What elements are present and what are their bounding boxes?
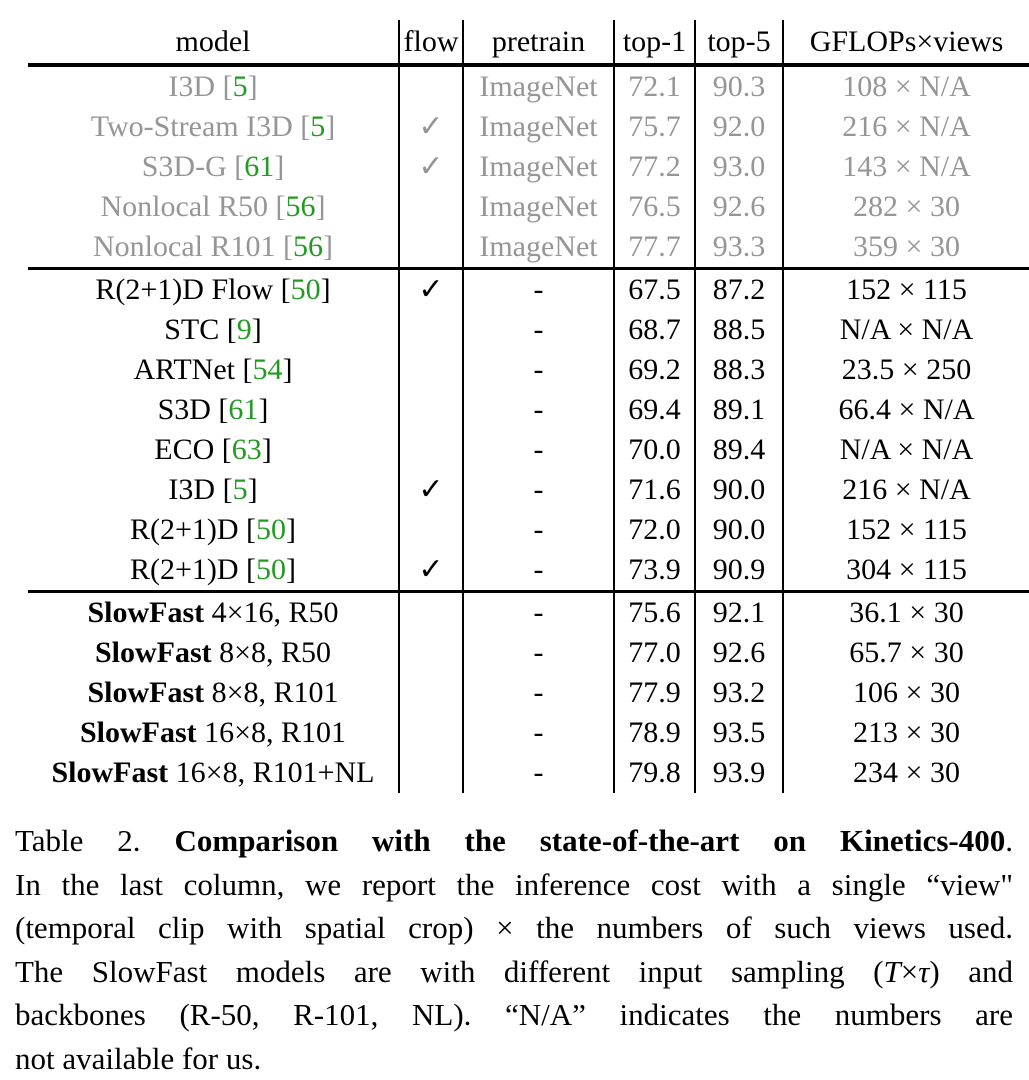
- header-gflops-views: GFLOPs×views: [783, 20, 1029, 65]
- caption-text: The SlowFast models are with different input sampling (: [15, 954, 884, 989]
- cell-flow: [399, 592, 463, 634]
- cell-model: SlowFast 8×8, R101: [28, 673, 399, 713]
- citation-number: 5: [310, 110, 325, 143]
- checkmark-icon: ✓: [418, 553, 443, 586]
- citation-number: 56: [285, 190, 315, 223]
- table-caption: [15, 819, 1013, 1080]
- table-body: [28, 65, 1029, 793]
- cell-top5: 89.4: [695, 430, 783, 470]
- cell-top5: 93.0: [695, 147, 783, 187]
- caption-text: Table 2.: [15, 823, 174, 858]
- cell-top5: 92.6: [695, 633, 783, 673]
- cell-top1: 72.0: [614, 510, 695, 550]
- cell-top1: 69.2: [614, 350, 695, 390]
- caption-text: backbones (R-50, R-101, NL). “N/A” indicates the numbers are: [15, 997, 1013, 1032]
- header-model: model: [28, 20, 399, 65]
- cell-flow: [399, 510, 463, 550]
- cell-model: Nonlocal R101 [56]: [28, 227, 399, 269]
- cell-top1: 73.9: [614, 550, 695, 592]
- cell-gflops-views: 152 × 115: [783, 510, 1029, 550]
- cell-pretrain: ImageNet: [463, 147, 614, 187]
- caption-text: ×: [901, 954, 918, 989]
- cell-top5: 92.6: [695, 187, 783, 227]
- caption-text: (temporal clip with spatial crop) × the numbers of such views used.: [15, 910, 1013, 945]
- caption-line: [15, 906, 1013, 950]
- cell-pretrain: -: [463, 390, 614, 430]
- model-name-bold: SlowFast: [87, 676, 204, 709]
- cell-top5: 93.9: [695, 753, 783, 793]
- cell-top1: 67.5: [614, 269, 695, 311]
- cell-flow: [399, 269, 463, 311]
- cell-flow: [399, 550, 463, 592]
- caption-line: [15, 950, 1013, 994]
- cell-top1: 77.7: [614, 227, 695, 269]
- cell-model: I3D [5]: [28, 470, 399, 510]
- table-row: [28, 147, 1029, 187]
- cell-top5: 92.0: [695, 107, 783, 147]
- cell-pretrain: ImageNet: [463, 107, 614, 147]
- cell-top5: 93.2: [695, 673, 783, 713]
- cell-pretrain: -: [463, 550, 614, 592]
- citation-number: 9: [237, 313, 252, 346]
- cell-top1: 69.4: [614, 390, 695, 430]
- cell-top5: 88.3: [695, 350, 783, 390]
- table-row: [28, 470, 1029, 510]
- caption-text: Comparison with the state-of-the-art on Kinetics-400: [174, 823, 1005, 858]
- cell-top1: 70.0: [614, 430, 695, 470]
- header-flow: flow: [399, 20, 463, 65]
- cell-gflops-views: 23.5 × 250: [783, 350, 1029, 390]
- model-name-bold: SlowFast: [87, 596, 204, 629]
- table-row: [28, 592, 1029, 634]
- citation-number: 50: [291, 273, 321, 306]
- cell-pretrain: -: [463, 269, 614, 311]
- cell-gflops-views: 143 × N/A: [783, 147, 1029, 187]
- cell-flow: [399, 753, 463, 793]
- cell-model: SlowFast 16×8, R101: [28, 713, 399, 753]
- cell-top5: 87.2: [695, 269, 783, 311]
- checkmark-icon: ✓: [418, 110, 443, 143]
- cell-flow: [399, 187, 463, 227]
- cell-model: S3D-G [61]: [28, 147, 399, 187]
- citation-number: 61: [228, 393, 258, 426]
- cell-top5: 88.5: [695, 310, 783, 350]
- cell-top1: 72.1: [614, 65, 695, 107]
- table-row: [28, 65, 1029, 107]
- model-name-bold: SlowFast: [51, 756, 168, 789]
- citation-number: 61: [244, 150, 274, 183]
- model-name-bold: SlowFast: [80, 716, 197, 749]
- table-row: [28, 430, 1029, 470]
- caption-line: [15, 1037, 1013, 1080]
- table-row: [28, 550, 1029, 592]
- cell-pretrain: -: [463, 673, 614, 713]
- cell-gflops-views: N/A × N/A: [783, 310, 1029, 350]
- cell-model: Nonlocal R50 [56]: [28, 187, 399, 227]
- table-row: [28, 187, 1029, 227]
- cell-flow: [399, 390, 463, 430]
- cell-top1: 68.7: [614, 310, 695, 350]
- cell-top5: 92.1: [695, 592, 783, 634]
- citation-number: 50: [256, 553, 286, 586]
- cell-model: SlowFast 16×8, R101+NL: [28, 753, 399, 793]
- cell-flow: [399, 430, 463, 470]
- caption-line: [15, 819, 1013, 863]
- cell-top5: 90.9: [695, 550, 783, 592]
- cell-gflops-views: 108 × N/A: [783, 65, 1029, 107]
- cell-gflops-views: 213 × 30: [783, 713, 1029, 753]
- cell-gflops-views: 304 × 115: [783, 550, 1029, 592]
- cell-top1: 76.5: [614, 187, 695, 227]
- caption-text: ) and: [929, 954, 1013, 989]
- cell-gflops-views: 359 × 30: [783, 227, 1029, 269]
- caption-text: In the last column, we report the inference cost with a single “view": [15, 867, 1013, 902]
- cell-model: STC [9]: [28, 310, 399, 350]
- cell-pretrain: -: [463, 430, 614, 470]
- citation-number: 56: [293, 230, 323, 263]
- checkmark-icon: ✓: [418, 273, 443, 306]
- cell-top1: 77.9: [614, 673, 695, 713]
- cell-gflops-views: 282 × 30: [783, 187, 1029, 227]
- cell-gflops-views: 234 × 30: [783, 753, 1029, 793]
- cell-flow: [399, 310, 463, 350]
- cell-pretrain: ImageNet: [463, 187, 614, 227]
- caption-text: T: [884, 954, 901, 989]
- citation-number: 5: [233, 70, 248, 103]
- cell-gflops-views: 152 × 115: [783, 269, 1029, 311]
- cell-gflops-views: 36.1 × 30: [783, 592, 1029, 634]
- cell-gflops-views: 216 × N/A: [783, 107, 1029, 147]
- table-row: [28, 310, 1029, 350]
- cell-pretrain: -: [463, 633, 614, 673]
- cell-model: ARTNet [54]: [28, 350, 399, 390]
- cell-model: R(2+1)D [50]: [28, 510, 399, 550]
- cell-top1: 75.6: [614, 592, 695, 634]
- cell-top5: 93.5: [695, 713, 783, 753]
- cell-top1: 77.2: [614, 147, 695, 187]
- cell-model: R(2+1)D [50]: [28, 550, 399, 592]
- table-row: [28, 227, 1029, 269]
- cell-pretrain: ImageNet: [463, 65, 614, 107]
- header-pretrain: pretrain: [463, 20, 614, 65]
- results-table: [28, 20, 1029, 793]
- table-header-row: [28, 20, 1029, 65]
- cell-top5: 93.3: [695, 227, 783, 269]
- checkmark-icon: ✓: [418, 473, 443, 506]
- cell-top5: 90.3: [695, 65, 783, 107]
- cell-gflops-views: 65.7 × 30: [783, 633, 1029, 673]
- cell-pretrain: -: [463, 592, 614, 634]
- citation-number: 50: [256, 513, 286, 546]
- cell-pretrain: -: [463, 310, 614, 350]
- caption-line: [15, 993, 1013, 1037]
- cell-pretrain: -: [463, 713, 614, 753]
- table-row: [28, 753, 1029, 793]
- cell-flow: [399, 713, 463, 753]
- citation-number: 54: [253, 353, 283, 386]
- cell-pretrain: ImageNet: [463, 227, 614, 269]
- citation-number: 63: [232, 433, 262, 466]
- cell-flow: [399, 633, 463, 673]
- cell-top1: 77.0: [614, 633, 695, 673]
- cell-gflops-views: N/A × N/A: [783, 430, 1029, 470]
- cell-top1: 75.7: [614, 107, 695, 147]
- table-row: [28, 107, 1029, 147]
- table-row: [28, 510, 1029, 550]
- cell-model: I3D [5]: [28, 65, 399, 107]
- cell-model: SlowFast 4×16, R50: [28, 592, 399, 634]
- cell-model: ECO [63]: [28, 430, 399, 470]
- caption-line: [15, 863, 1013, 907]
- caption-text: not available for us.: [15, 1041, 261, 1076]
- cell-pretrain: -: [463, 510, 614, 550]
- cell-top5: 89.1: [695, 390, 783, 430]
- cell-flow: [399, 147, 463, 187]
- cell-model: SlowFast 8×8, R50: [28, 633, 399, 673]
- cell-top5: 90.0: [695, 510, 783, 550]
- cell-pretrain: -: [463, 350, 614, 390]
- cell-top1: 71.6: [614, 470, 695, 510]
- cell-model: R(2+1)D Flow [50]: [28, 269, 399, 311]
- cell-pretrain: -: [463, 470, 614, 510]
- cell-top5: 90.0: [695, 470, 783, 510]
- citation-number: 5: [233, 473, 248, 506]
- cell-pretrain: -: [463, 753, 614, 793]
- header-top5: top-5: [695, 20, 783, 65]
- cell-flow: [399, 673, 463, 713]
- cell-flow: [399, 227, 463, 269]
- table-row: [28, 673, 1029, 713]
- cell-flow: [399, 350, 463, 390]
- table-row: [28, 713, 1029, 753]
- caption-text: .: [1005, 823, 1013, 858]
- checkmark-icon: ✓: [418, 150, 443, 183]
- cell-flow: [399, 65, 463, 107]
- caption-text: τ: [918, 954, 929, 989]
- cell-flow: [399, 107, 463, 147]
- header-top1: top-1: [614, 20, 695, 65]
- cell-model: Two-Stream I3D [5]: [28, 107, 399, 147]
- cell-model: S3D [61]: [28, 390, 399, 430]
- table-row: [28, 390, 1029, 430]
- cell-top1: 78.9: [614, 713, 695, 753]
- cell-gflops-views: 66.4 × N/A: [783, 390, 1029, 430]
- table-row: [28, 269, 1029, 311]
- cell-flow: [399, 470, 463, 510]
- cell-top1: 79.8: [614, 753, 695, 793]
- table-row: [28, 350, 1029, 390]
- model-name-bold: SlowFast: [95, 636, 212, 669]
- cell-gflops-views: 216 × N/A: [783, 470, 1029, 510]
- table-row: [28, 633, 1029, 673]
- cell-gflops-views: 106 × 30: [783, 673, 1029, 713]
